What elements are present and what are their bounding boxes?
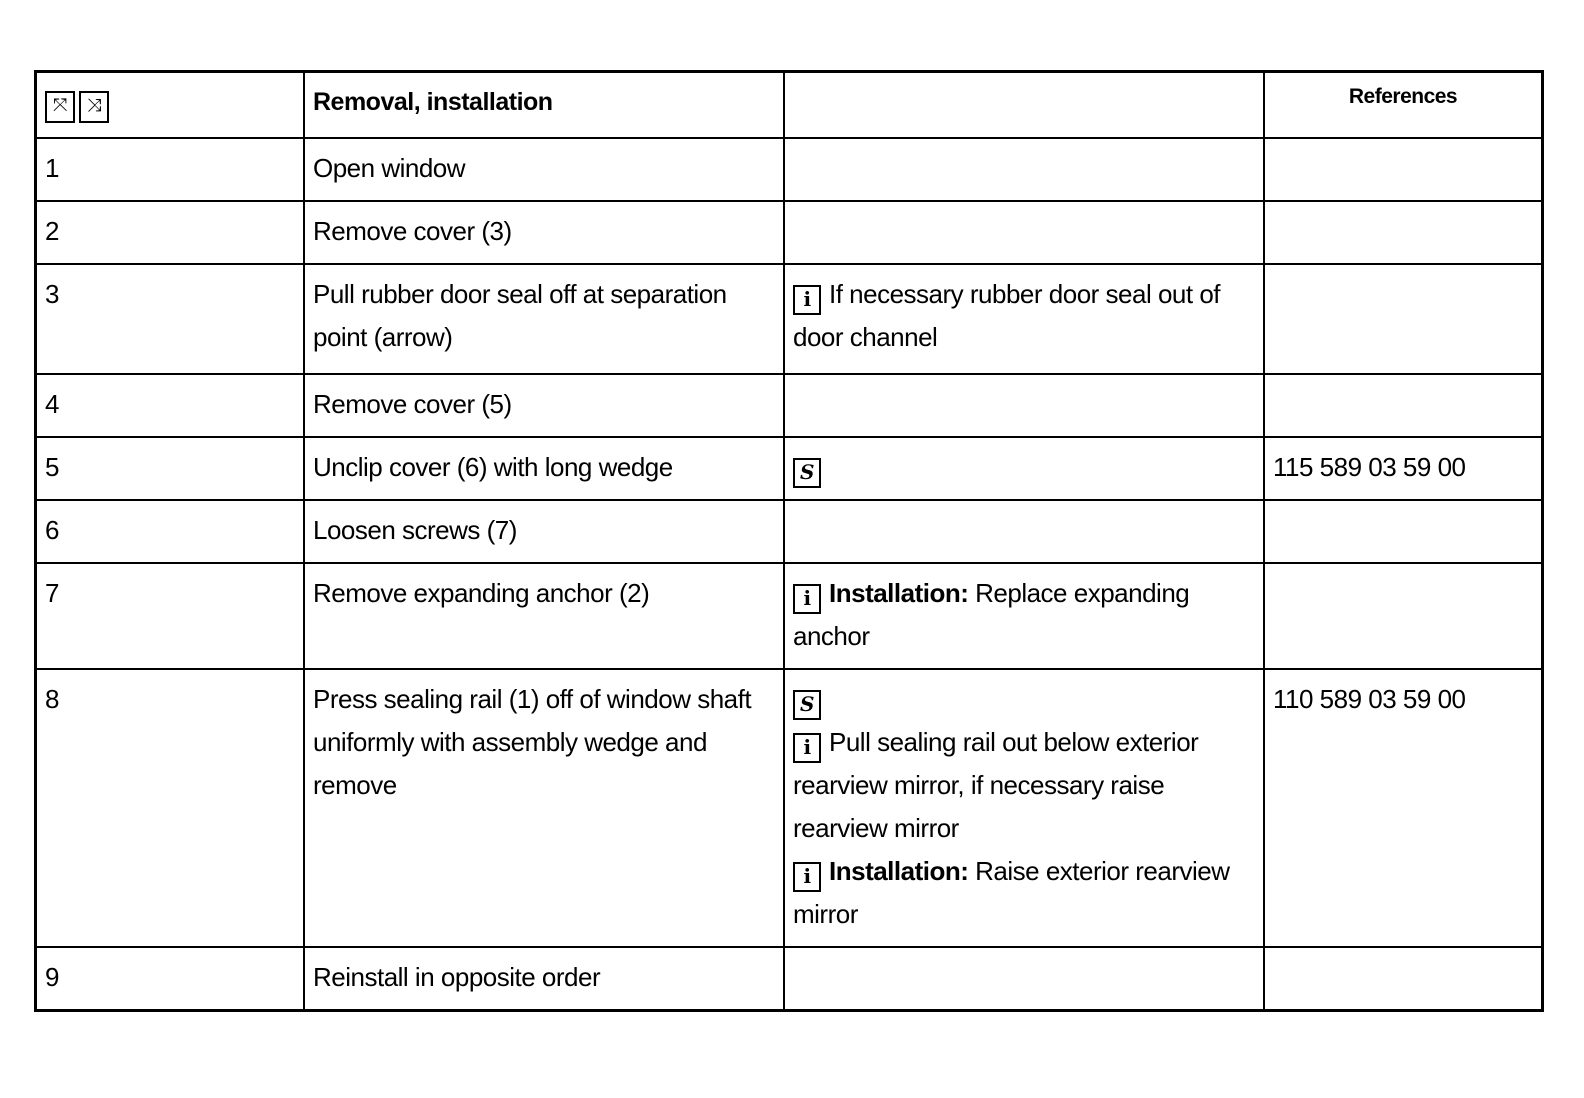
step-notes <box>784 437 1264 500</box>
step-notes <box>784 264 1264 374</box>
step-action: Remove cover (3) <box>304 201 784 264</box>
note-label: Installation: <box>829 855 976 886</box>
step-action: Loosen screws (7) <box>304 500 784 563</box>
header-references: References <box>1264 72 1543 138</box>
disassemble-icon: ⤧ <box>45 91 75 123</box>
note-text: If necessary rubber door seal out of door channel <box>793 278 1221 352</box>
header-notes-cell <box>784 72 1264 138</box>
procedure-table <box>34 70 1544 1012</box>
table-row <box>36 374 1543 437</box>
reference-number <box>1264 264 1543 374</box>
table-row <box>36 201 1543 264</box>
reference-number <box>1264 201 1543 264</box>
info-icon: i <box>793 285 821 315</box>
note-line <box>793 273 1255 359</box>
table-row <box>36 264 1543 374</box>
reference-number <box>1264 947 1543 1011</box>
step-notes <box>784 374 1264 437</box>
info-icon: i <box>793 862 821 892</box>
step-notes <box>784 500 1264 563</box>
step-action: Remove expanding anchor (2) <box>304 563 784 669</box>
step-action: Press sealing rail (1) off of window shaft uniformly with assembly wedge and remove <box>304 669 784 947</box>
step-notes <box>784 669 1264 947</box>
step-notes <box>784 947 1264 1011</box>
assemble-icon: ⤨ <box>79 91 109 123</box>
step-notes <box>784 138 1264 201</box>
reference-number: 110 589 03 59 00 <box>1264 669 1543 947</box>
table-row <box>36 500 1543 563</box>
step-number: 7 <box>36 563 305 669</box>
reference-number <box>1264 374 1543 437</box>
special-tool-icon: S <box>793 690 821 720</box>
reference-number <box>1264 563 1543 669</box>
step-number: 8 <box>36 669 305 947</box>
step-number: 1 <box>36 138 305 201</box>
table-body <box>36 138 1543 1011</box>
table-row <box>36 669 1543 947</box>
step-action: Unclip cover (6) with long wedge <box>304 437 784 500</box>
step-action: Reinstall in opposite order <box>304 947 784 1011</box>
step-number: 4 <box>36 374 305 437</box>
reference-number <box>1264 500 1543 563</box>
note-line <box>793 850 1255 936</box>
step-action: Remove cover (5) <box>304 374 784 437</box>
step-notes <box>784 563 1264 669</box>
table-row <box>36 138 1543 201</box>
special-tool-icon: S <box>793 458 821 488</box>
table-row <box>36 947 1543 1011</box>
reference-number: 115 589 03 59 00 <box>1264 437 1543 500</box>
step-action: Open window <box>304 138 784 201</box>
info-icon: i <box>793 584 821 614</box>
info-icon: i <box>793 733 821 763</box>
header-icons-cell <box>36 72 305 138</box>
header-title: Removal, installation <box>304 72 784 138</box>
step-number: 3 <box>36 264 305 374</box>
note-line <box>793 678 1255 721</box>
table-row <box>36 563 1543 669</box>
step-number: 5 <box>36 437 305 500</box>
note-text: Replace expanding anchor <box>793 577 1190 651</box>
note-line <box>793 446 1255 489</box>
note-text: Raise exterior rearview mirror <box>793 855 1230 929</box>
note-text: Pull sealing rail out below exterior rearview mirror, if necessary raise rearview mirror <box>793 726 1199 843</box>
table-header-row <box>36 72 1543 138</box>
note-line <box>793 721 1255 850</box>
note-line <box>793 572 1255 658</box>
reference-number <box>1264 138 1543 201</box>
step-number: 6 <box>36 500 305 563</box>
note-label: Installation: <box>829 577 976 608</box>
step-number: 2 <box>36 201 305 264</box>
step-action: Pull rubber door seal off at separation point (arrow) <box>304 264 784 374</box>
step-notes <box>784 201 1264 264</box>
table-row <box>36 437 1543 500</box>
step-number: 9 <box>36 947 305 1011</box>
